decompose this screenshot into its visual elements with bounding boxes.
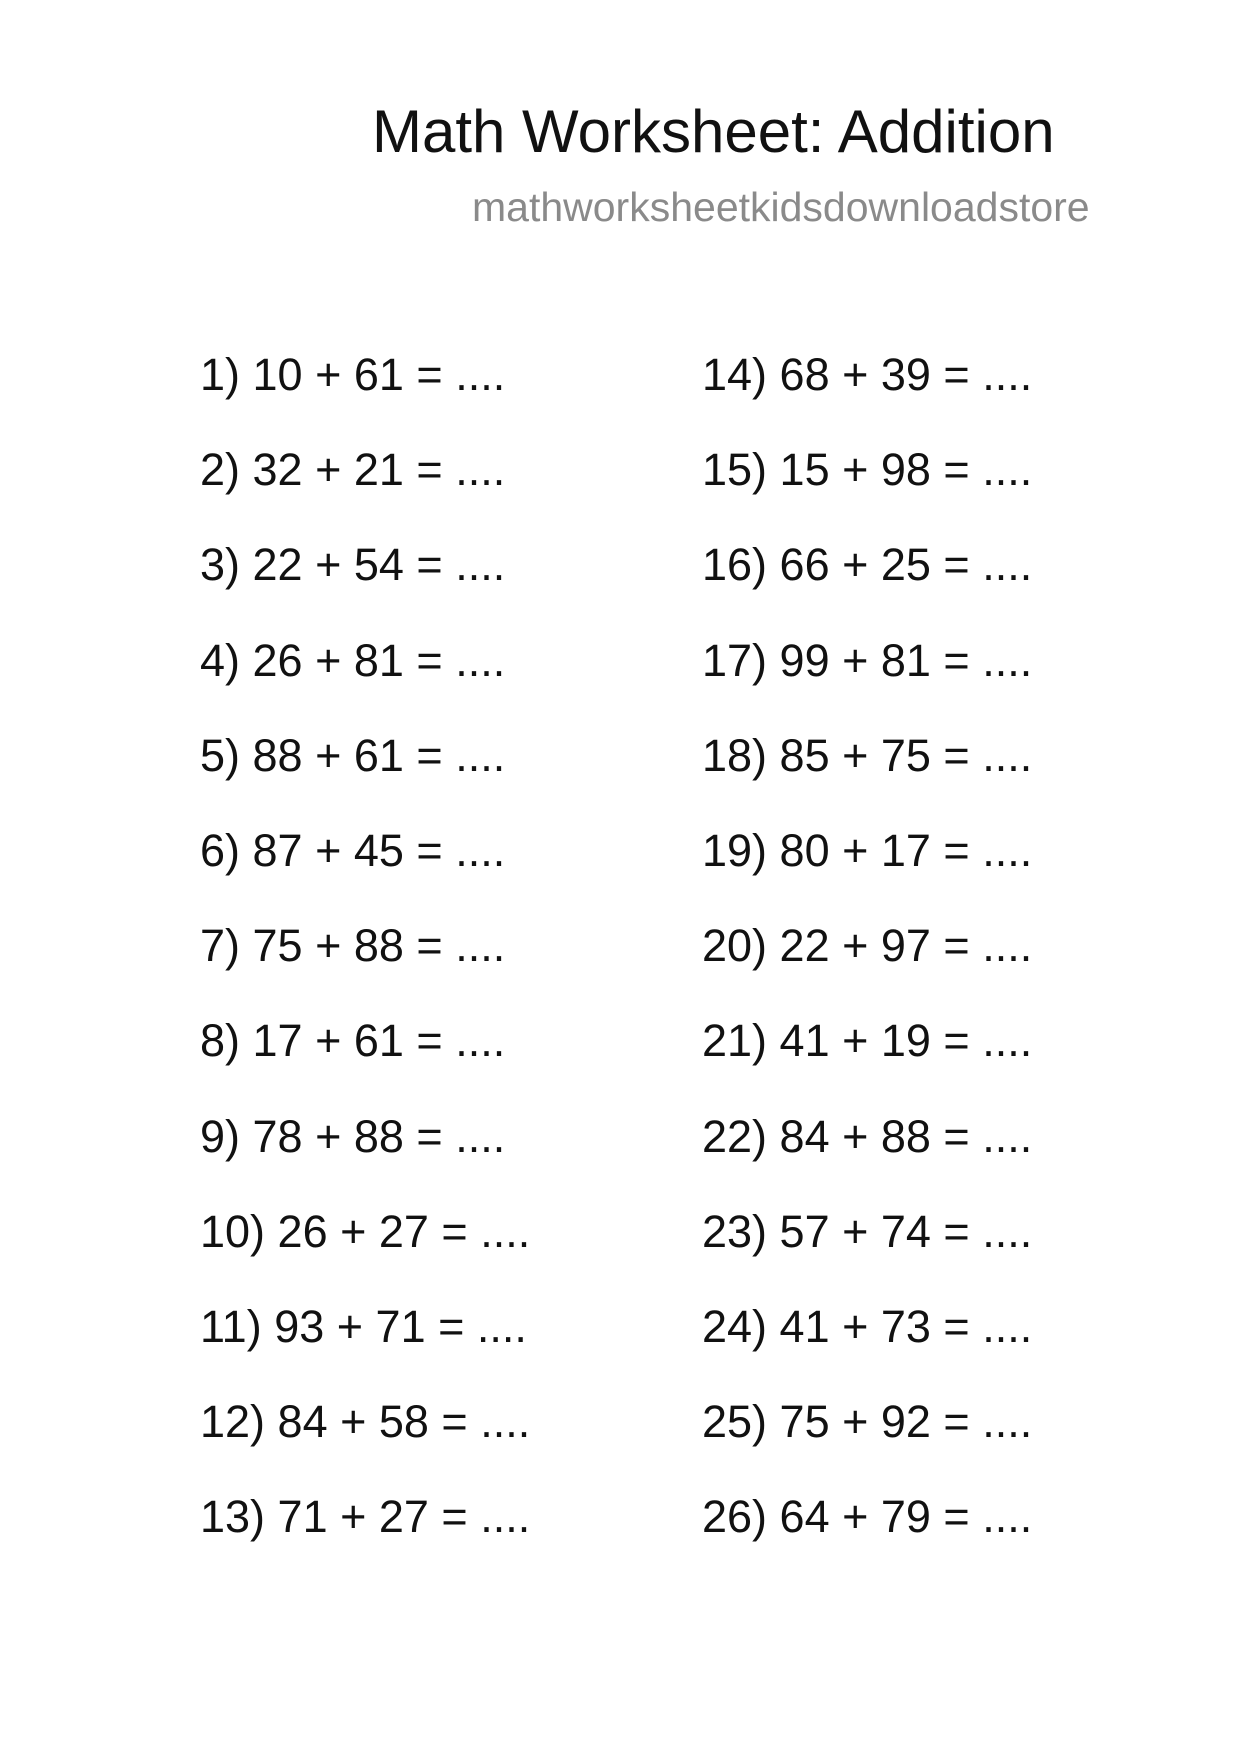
problem-20: 20) 22 + 97 = .... (702, 920, 1033, 972)
problem-2: 2) 32 + 21 = .... (200, 444, 506, 496)
problem-3: 3) 22 + 54 = .... (200, 539, 506, 591)
problem-5: 5) 88 + 61 = .... (200, 729, 506, 781)
problem-8: 8) 17 + 61 = .... (200, 1015, 506, 1067)
problem-11: 11) 93 + 71 = .... (200, 1300, 527, 1352)
problem-13: 13) 71 + 27 = .... (200, 1491, 531, 1543)
problem-26: 26) 64 + 79 = .... (702, 1491, 1033, 1543)
problem-column-left (200, 350, 530, 1587)
problem-12: 12) 84 + 58 = .... (200, 1396, 531, 1448)
problem-14: 14) 68 + 39 = .... (702, 349, 1033, 400)
problem-16: 16) 66 + 25 = .... (702, 539, 1033, 591)
problem-1: 1) 10 + 61 = .... (200, 349, 506, 400)
problem-column-right (702, 350, 1032, 1587)
problem-18: 18) 85 + 75 = .... (702, 729, 1033, 781)
problem-4: 4) 26 + 81 = .... (200, 634, 506, 686)
problem-17: 17) 99 + 81 = .... (702, 634, 1033, 686)
problem-7: 7) 75 + 88 = .... (200, 920, 506, 972)
problem-21: 21) 41 + 19 = .... (702, 1015, 1033, 1067)
problem-25: 25) 75 + 92 = .... (702, 1396, 1033, 1448)
problem-22: 22) 84 + 88 = .... (702, 1110, 1033, 1162)
problem-15: 15) 15 + 98 = .... (702, 444, 1033, 496)
worksheet-source: mathworksheetkidsdownloadstore (472, 184, 1090, 230)
problem-23: 23) 57 + 74 = .... (702, 1205, 1033, 1257)
problem-9: 9) 78 + 88 = .... (200, 1110, 506, 1162)
problem-24: 24) 41 + 73 = .... (702, 1300, 1033, 1352)
problem-6: 6) 87 + 45 = .... (200, 824, 506, 876)
worksheet-title: Math Worksheet: Addition (372, 98, 1055, 165)
problem-10: 10) 26 + 27 = .... (200, 1205, 531, 1257)
problem-19: 19) 80 + 17 = .... (702, 824, 1033, 876)
